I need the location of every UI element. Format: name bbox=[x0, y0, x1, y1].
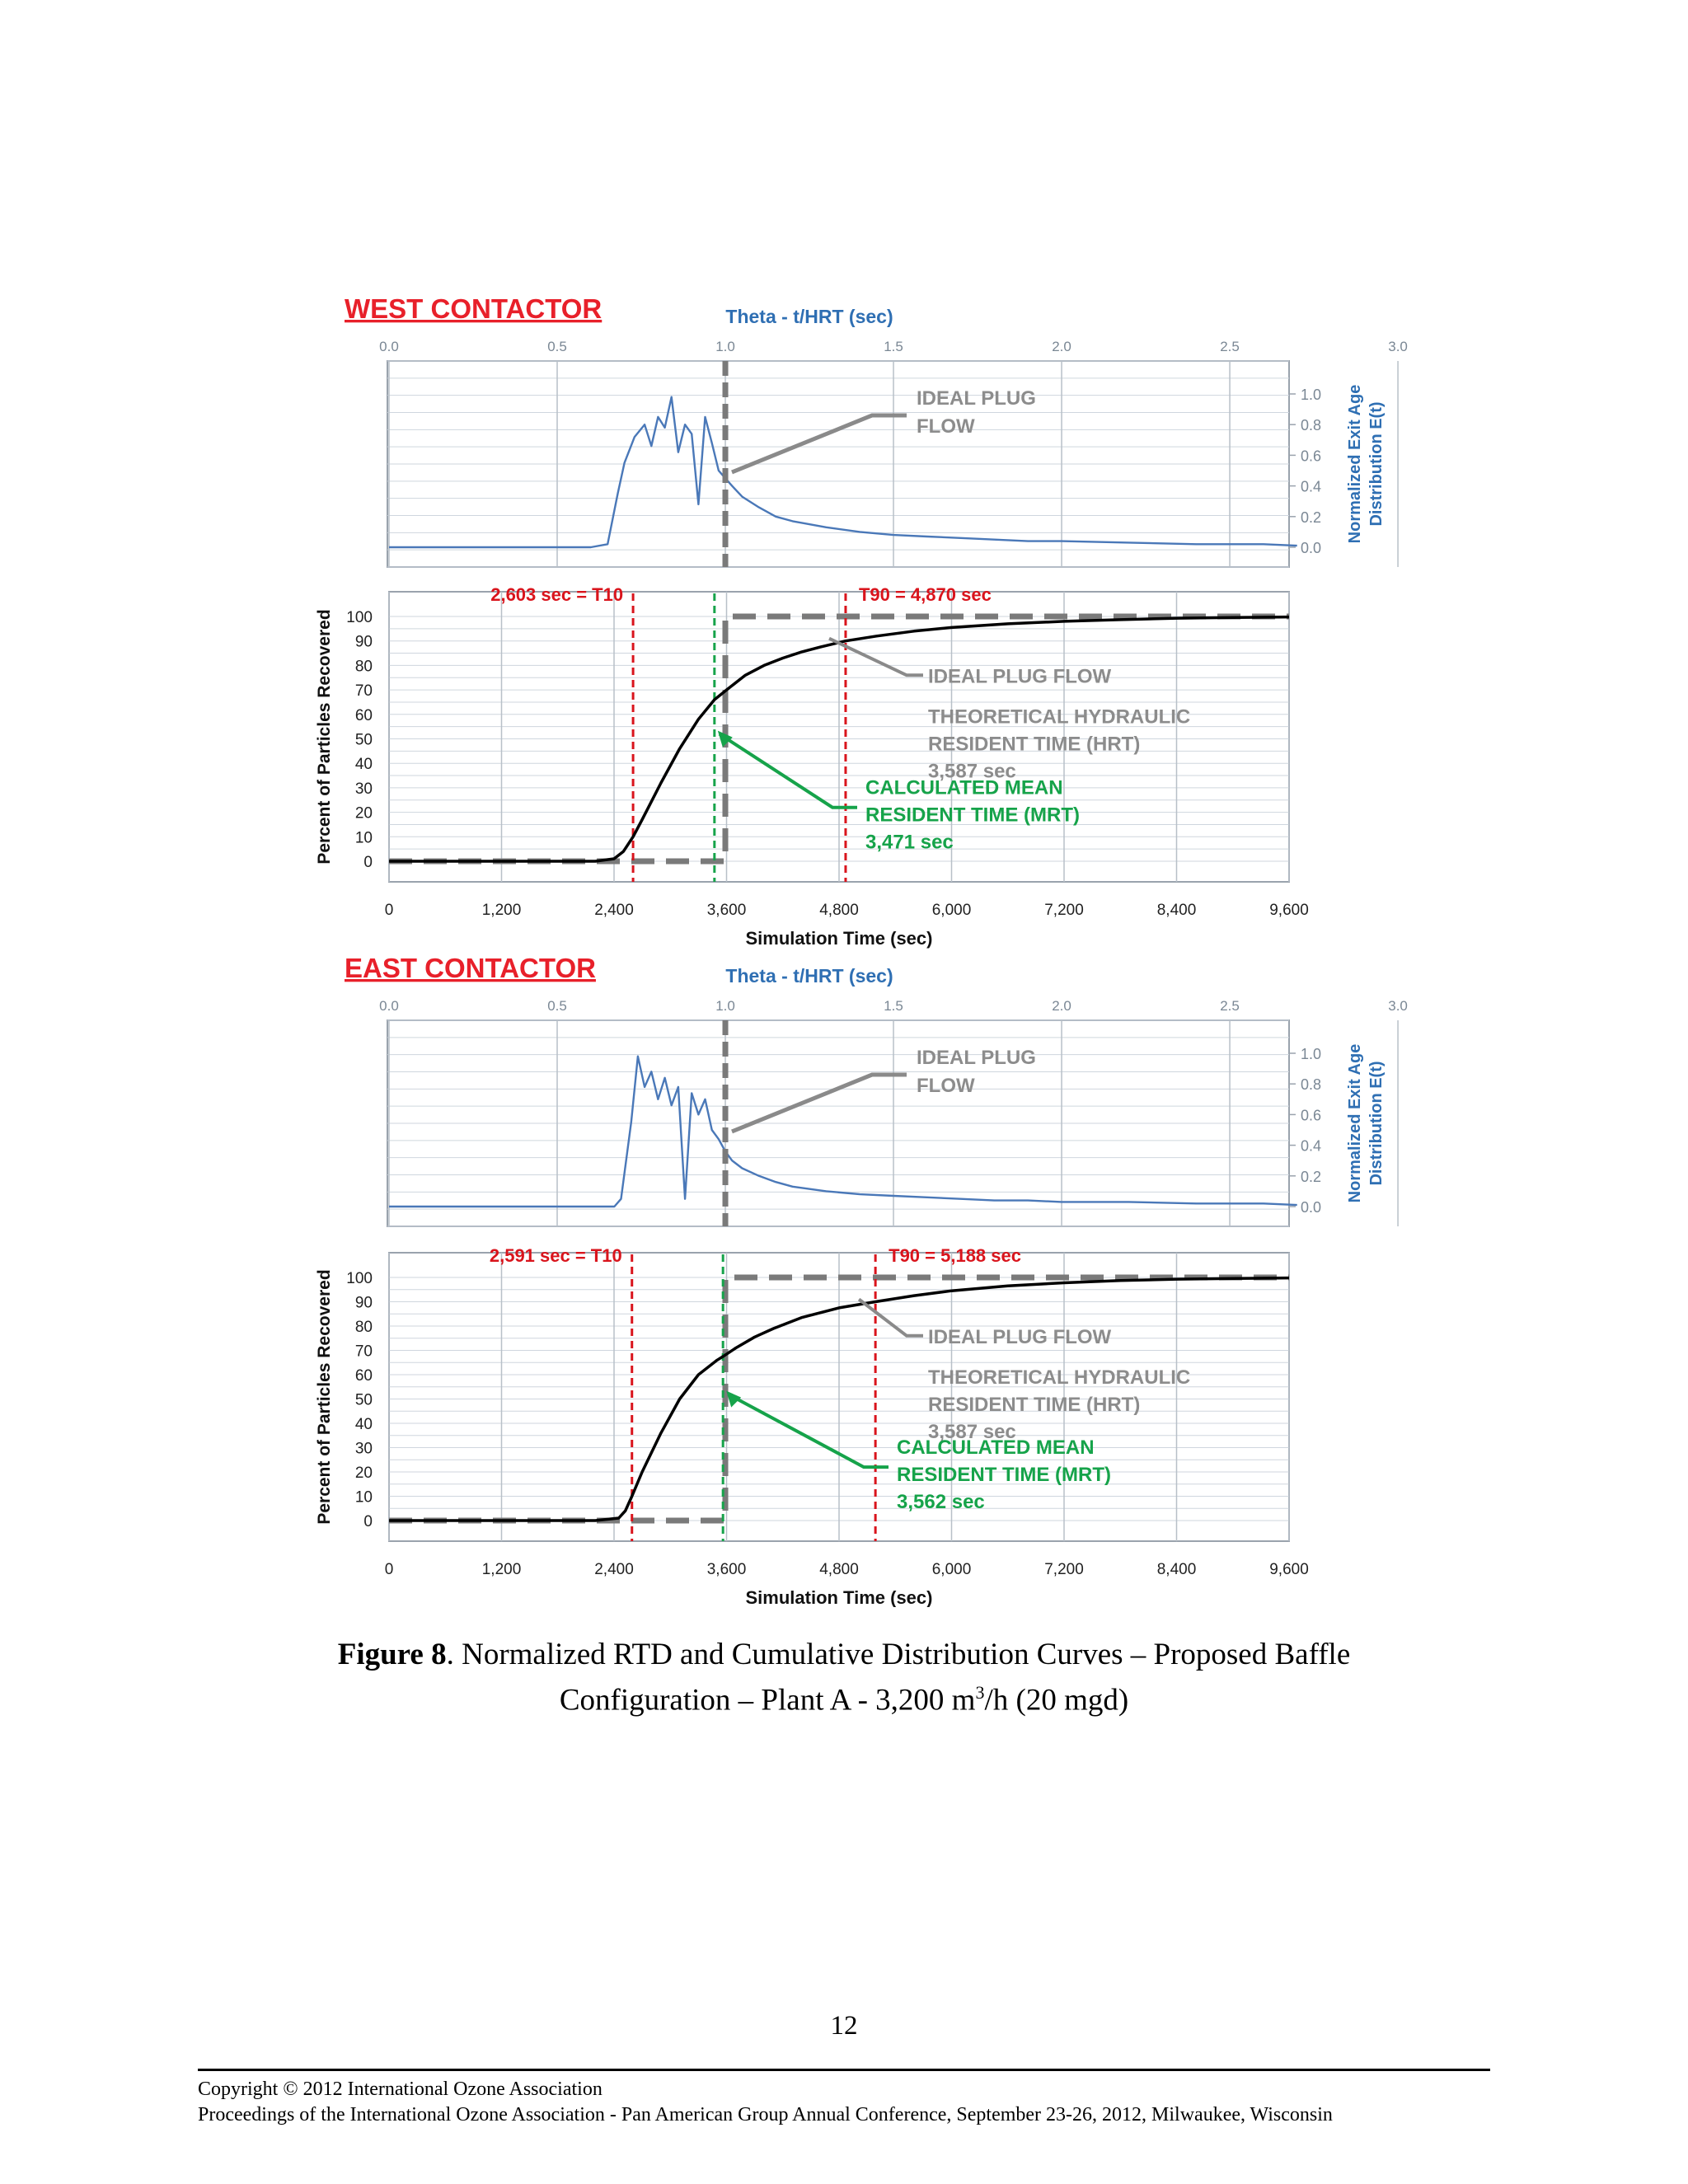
cumulative-x-tick-label: 1,200 bbox=[481, 902, 522, 919]
cumulative-x-tick-label: 2,400 bbox=[594, 1561, 634, 1578]
rtd-y-tick-label: 0.4 bbox=[1301, 478, 1322, 495]
mrt-label-line1: CALCULATED MEAN bbox=[865, 776, 1063, 799]
theta-tick-label: 1.0 bbox=[715, 998, 735, 1014]
cumulative-y-tick-label: 10 bbox=[354, 829, 373, 847]
rtd-y-tick-label: 0.6 bbox=[1301, 1107, 1322, 1124]
ideal-plug-flow-label-2: FLOW bbox=[917, 415, 975, 438]
cumulative-y-axis-label: Percent of Particles Recovered bbox=[315, 609, 334, 865]
rtd-y-axis-label bbox=[1346, 385, 1386, 544]
cumulative-y-tick-label: 90 bbox=[354, 1294, 373, 1312]
rtd-y-tick-label: 0.2 bbox=[1301, 509, 1322, 526]
page-footer bbox=[198, 2077, 1333, 2128]
theta-tick-label: 1.5 bbox=[884, 998, 903, 1014]
theta-tick-label: 2.0 bbox=[1052, 339, 1071, 354]
theta-axis-title: Theta - t/HRT (sec) bbox=[725, 965, 893, 987]
cumulative-y-tick-label: 20 bbox=[354, 804, 373, 823]
theta-tick-label: 3.0 bbox=[1388, 998, 1408, 1014]
rtd-y-axis-label-line2: Distribution E(t) bbox=[1367, 401, 1386, 527]
t90-label: T90 = 4,870 sec bbox=[858, 584, 992, 605]
cumulative-y-tick-label: 40 bbox=[354, 756, 373, 774]
hrt-label-line2: RESIDENT TIME (HRT) bbox=[928, 1393, 1141, 1416]
cumulative-y-tick-label: 50 bbox=[354, 731, 373, 749]
cumulative-y-tick-label: 80 bbox=[354, 658, 373, 676]
rtd-y-tick-label: 0.4 bbox=[1301, 1137, 1322, 1155]
cumulative-x-tick-label: 0 bbox=[384, 1561, 394, 1578]
caption-line1: . Normalized RTD and Cumulative Distribution Curves – Proposed Baffle bbox=[446, 1638, 1351, 1671]
cumulative-y-tick-label: 90 bbox=[354, 633, 373, 651]
footer-copyright: Copyright © 2012 International Ozone Association bbox=[198, 2079, 603, 2100]
rtd-y-axis-label-line1: Normalized Exit Age bbox=[1346, 384, 1364, 544]
ideal-plug-flow-label-2: FLOW bbox=[917, 1075, 975, 1097]
contactor-title: WEST CONTACTOR bbox=[345, 293, 603, 324]
cumulative-x-axis-label: Simulation Time (sec) bbox=[745, 928, 933, 949]
cumulative-y-tick-label: 80 bbox=[354, 1319, 373, 1336]
caption-line2a: Configuration – Plant A - 3,200 m bbox=[559, 1683, 976, 1718]
cumulative-y-tick-label: 20 bbox=[354, 1465, 373, 1482]
cumulative-y-tick-label: 100 bbox=[346, 609, 373, 626]
ideal-plug-flow-label-1: IDEAL PLUG bbox=[917, 387, 1036, 410]
t10-label: 2,603 sec = T10 bbox=[490, 584, 624, 605]
mrt-label-line2: RESIDENT TIME (MRT) bbox=[897, 1464, 1111, 1487]
cumulative-x-tick-label: 3,600 bbox=[706, 902, 747, 919]
rtd-y-tick-label: 0.6 bbox=[1301, 448, 1322, 465]
rtd-y-tick-label: 1.0 bbox=[1301, 387, 1322, 403]
cumulative-x-tick-label: 7,200 bbox=[1044, 902, 1084, 919]
theta-tick-label: 2.0 bbox=[1052, 998, 1071, 1014]
cumulative-y-axis-label: Percent of Particles Recovered bbox=[315, 1269, 334, 1525]
ideal-plug-flow-label: IDEAL PLUG FLOW bbox=[928, 1325, 1112, 1348]
rtd-y-tick-label: 0.8 bbox=[1301, 417, 1322, 434]
page-number: 12 bbox=[830, 2011, 858, 2041]
theta-tick-label: 1.0 bbox=[715, 339, 735, 354]
theta-tick-label: 0.5 bbox=[547, 339, 567, 354]
cumulative-x-tick-label: 4,800 bbox=[819, 1561, 859, 1578]
cumulative-y-tick-label: 60 bbox=[354, 1367, 373, 1385]
cumulative-x-tick-label: 3,600 bbox=[706, 1561, 747, 1578]
cumulative-x-tick-label: 8,400 bbox=[1156, 1561, 1197, 1578]
rtd-y-tick-label: 0.0 bbox=[1301, 540, 1322, 556]
hrt-label-line1: THEORETICAL HYDRAULIC bbox=[928, 705, 1191, 729]
cumulative-y-tick-label: 100 bbox=[346, 1270, 373, 1287]
cumulative-y-tick-label: 60 bbox=[354, 706, 373, 724]
cumulative-x-tick-label: 9,600 bbox=[1269, 1561, 1309, 1578]
cumulative-y-tick-label: 10 bbox=[354, 1488, 373, 1507]
cumulative-y-tick-label: 70 bbox=[354, 682, 373, 701]
cumulative-x-tick-label: 9,600 bbox=[1269, 902, 1309, 919]
cumulative-x-tick-label: 6,000 bbox=[931, 902, 972, 919]
cumulative-panel-2 bbox=[315, 1245, 1309, 1607]
t10-label: 2,591 sec = T10 bbox=[489, 1245, 622, 1266]
rtd-panel-1 bbox=[345, 293, 1408, 567]
theta-tick-label: 0.5 bbox=[547, 998, 567, 1014]
hrt-value: 3,587 sec bbox=[928, 1420, 1016, 1443]
theta-axis-title: Theta - t/HRT (sec) bbox=[725, 306, 893, 327]
theta-tick-label: 0.0 bbox=[379, 998, 399, 1014]
caption-line2b: /h (20 mgd) bbox=[984, 1683, 1129, 1718]
cumulative-x-tick-label: 0 bbox=[384, 902, 394, 919]
footer-divider bbox=[198, 2069, 1490, 2071]
mrt-label-line2: RESIDENT TIME (MRT) bbox=[865, 804, 1080, 827]
hrt-label-line1: THEORETICAL HYDRAULIC bbox=[928, 1366, 1191, 1389]
cumulative-y-tick-label: 0 bbox=[363, 1513, 373, 1530]
rtd-y-axis-label-line1: Normalized Exit Age bbox=[1346, 1043, 1364, 1203]
theta-tick-label: 1.5 bbox=[884, 339, 903, 354]
figure-caption bbox=[0, 1636, 1688, 1719]
rtd-y-tick-label: 0.0 bbox=[1301, 1199, 1322, 1216]
cumulative-panel-1 bbox=[315, 584, 1309, 949]
cumulative-y-tick-label: 70 bbox=[354, 1343, 373, 1361]
hrt-value: 3,587 sec bbox=[928, 760, 1016, 783]
rtd-y-axis-label bbox=[1346, 1044, 1386, 1203]
cumulative-y-tick-label: 40 bbox=[354, 1416, 373, 1433]
caption-superscript: 3 bbox=[975, 1682, 985, 1703]
rtd-y-axis-label-line2: Distribution E(t) bbox=[1367, 1061, 1386, 1186]
hrt-label-line2: RESIDENT TIME (HRT) bbox=[928, 733, 1141, 756]
cumulative-y-tick-label: 30 bbox=[354, 780, 373, 798]
rtd-y-tick-label: 0.2 bbox=[1301, 1168, 1322, 1185]
cumulative-x-tick-label: 4,800 bbox=[819, 902, 859, 919]
theta-tick-label: 3.0 bbox=[1388, 339, 1408, 354]
theta-tick-label: 2.5 bbox=[1220, 998, 1240, 1014]
mrt-value: 3,471 sec bbox=[865, 831, 954, 854]
ideal-plug-flow-label: IDEAL PLUG FLOW bbox=[928, 665, 1112, 688]
cumulative-x-tick-label: 8,400 bbox=[1156, 902, 1197, 919]
theta-tick-label: 0.0 bbox=[379, 339, 399, 354]
t90-label: T90 = 5,188 sec bbox=[889, 1245, 1021, 1266]
figure-label: Figure 8 bbox=[337, 1638, 447, 1671]
cumulative-y-tick-label: 0 bbox=[363, 854, 373, 871]
ideal-plug-flow-label-1: IDEAL PLUG bbox=[917, 1047, 1036, 1069]
cumulative-x-tick-label: 2,400 bbox=[594, 902, 634, 919]
cumulative-x-axis-label: Simulation Time (sec) bbox=[745, 1587, 933, 1607]
cumulative-x-tick-label: 6,000 bbox=[931, 1561, 972, 1578]
theta-tick-label: 2.5 bbox=[1220, 339, 1240, 354]
cumulative-x-tick-label: 1,200 bbox=[481, 1561, 522, 1578]
rtd-panel-2 bbox=[345, 953, 1408, 1226]
cumulative-y-tick-label: 30 bbox=[354, 1440, 373, 1458]
rtd-y-tick-label: 0.8 bbox=[1301, 1076, 1322, 1094]
contactor-title: EAST CONTACTOR bbox=[345, 953, 596, 983]
cumulative-x-tick-label: 7,200 bbox=[1044, 1561, 1084, 1578]
cumulative-y-tick-label: 50 bbox=[354, 1391, 373, 1409]
footer-proceedings: Proceedings of the International Ozone Association - Pan American Group Annual Conference, September 23-26, 2012, Milwaukee, Wisconsin bbox=[198, 2104, 1333, 2125]
mrt-label-line1: CALCULATED MEAN bbox=[897, 1436, 1095, 1460]
rtd-y-tick-label: 1.0 bbox=[1301, 1046, 1322, 1062]
mrt-value: 3,562 sec bbox=[897, 1491, 985, 1514]
